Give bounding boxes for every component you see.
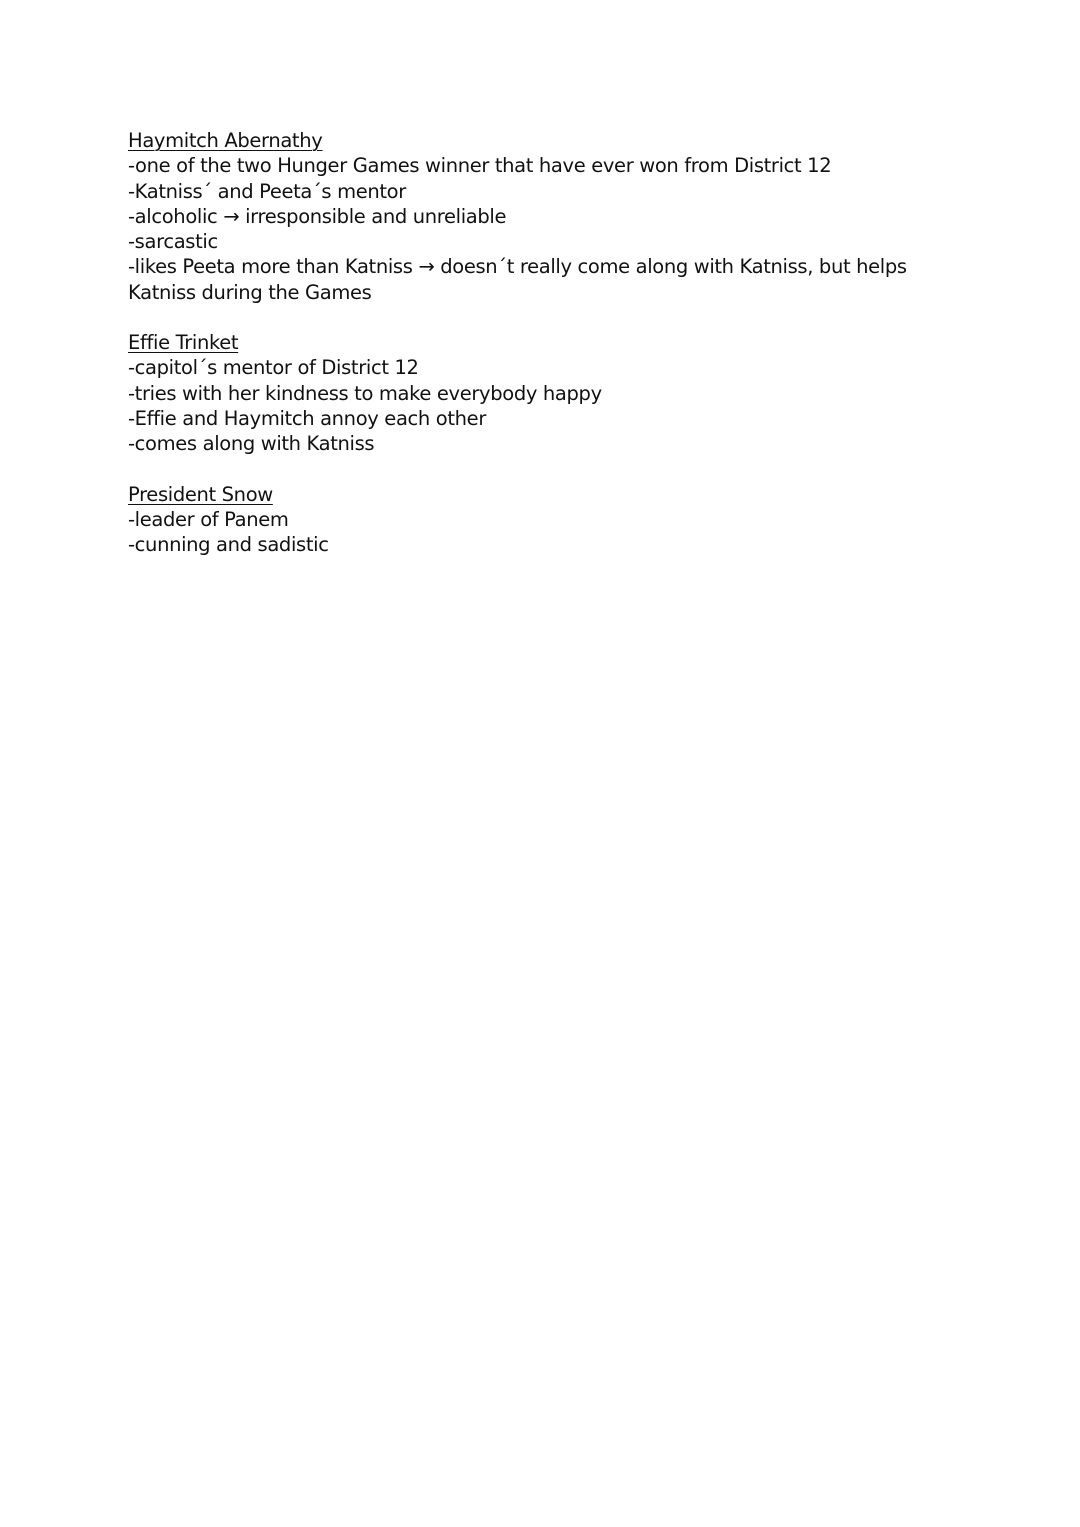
- bullet-line: -leader of Panem: [128, 507, 289, 531]
- bullet-line: -cunning and sadistic: [128, 533, 329, 557]
- bullet-line: -comes along with Katniss: [128, 432, 375, 456]
- section-heading: Effie Trinket: [128, 331, 239, 355]
- section-president-snow: [128, 482, 958, 558]
- bullet-line: -capitol´s mentor of District 12: [128, 356, 419, 380]
- section-effie-trinket: [128, 330, 958, 456]
- bullet-line: -Effie and Haymitch annoy each other: [128, 406, 486, 430]
- section-heading: Haymitch Abernathy: [128, 129, 323, 152]
- section-heading: President Snow: [128, 482, 273, 506]
- bullet-line: -one of the two Hunger Games winner that have ever won from District 12: [128, 154, 832, 178]
- section-haymitch-abernathy: [128, 128, 958, 305]
- bullet-line: -Katniss´ and Peeta´s mentor: [128, 179, 406, 203]
- bullet-line: -tries with her kindness to make everybody happy: [128, 381, 602, 405]
- bullet-line: -sarcastic: [128, 230, 218, 254]
- document-body: [128, 128, 958, 582]
- bullet-line: -alcoholic → irresponsible and unreliable: [128, 204, 507, 228]
- bullet-line: -likes Peeta more than Katniss → doesn´t really come along with Katniss, but helps Katniss during the Games: [128, 255, 907, 304]
